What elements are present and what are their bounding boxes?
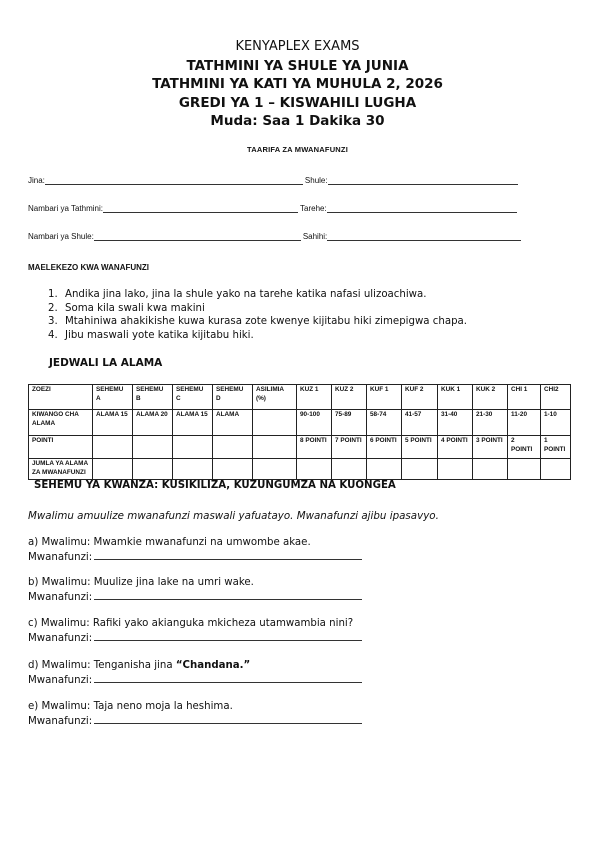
school-level-title: TATHMINI YA SHULE YA JUNIA	[186, 57, 409, 74]
table-cell[interactable]	[93, 459, 133, 480]
answer-line[interactable]	[94, 589, 362, 600]
table-cell: 21-30	[473, 410, 508, 436]
answer-label: Mwanafunzi:	[28, 716, 93, 727]
table-cell: 41-57	[402, 410, 438, 436]
question-item	[28, 536, 362, 564]
table-cell	[173, 436, 213, 459]
table-cell	[93, 436, 133, 459]
assessment-number-date-row	[28, 204, 517, 213]
score-table-title: JEDWALI LA ALAMA	[49, 357, 163, 369]
table-cell[interactable]	[367, 459, 402, 480]
question-item	[28, 659, 362, 687]
section-title: SEHEMU YA KWANZA: KUSIKILIZA, KUZUNGUMZA NA KUONGEA	[34, 480, 396, 491]
question-text: a) Mwalimu: Mwamkie mwanafunzi na umwombe akae.	[28, 537, 311, 548]
school-number-field[interactable]	[94, 232, 301, 241]
exam-header	[0, 38, 595, 131]
school-field[interactable]	[328, 176, 518, 185]
answer-row	[28, 589, 362, 604]
table-cell	[253, 436, 297, 459]
name-school-row	[28, 176, 518, 185]
table-cell: ALAMA 20	[133, 410, 173, 436]
answer-row	[28, 713, 362, 728]
score-table-points-row	[29, 436, 571, 459]
table-cell	[213, 436, 253, 459]
table-cell: 11-20	[508, 410, 541, 436]
table-cell: CHI 1	[508, 385, 541, 410]
table-cell[interactable]	[213, 459, 253, 480]
instruction-item: 1. Andika jina lako, jina la shule yako na tarehe katika nafasi ulizoachiwa.	[48, 289, 427, 300]
exam-body-name: KENYAPLEX EXAMS	[235, 39, 360, 54]
table-cell: SEHEMU A	[93, 385, 133, 410]
table-cell[interactable]	[508, 459, 541, 480]
score-table-header-row	[29, 385, 571, 410]
answer-label: Mwanafunzi:	[28, 592, 93, 603]
answer-line[interactable]	[94, 672, 362, 683]
table-cell[interactable]	[332, 459, 367, 480]
question-text: c) Mwalimu: Rafiki yako akianguka mkicheza utamwambia nini?	[28, 618, 354, 629]
question-text: b) Mwalimu: Muulize jina lake na umri wake.	[28, 577, 254, 588]
table-cell: 5 POINTI	[402, 436, 438, 459]
table-cell: 75-89	[332, 410, 367, 436]
answer-label: Mwanafunzi:	[28, 633, 93, 644]
table-cell[interactable]	[173, 459, 213, 480]
table-cell: KUK 1	[438, 385, 473, 410]
assessment-number-label: Nambari ya Tathmini:	[28, 204, 103, 213]
answer-line[interactable]	[94, 713, 362, 724]
name-label: Jina:	[28, 176, 45, 185]
table-cell: ALAMA	[213, 410, 253, 436]
assessment-number-field[interactable]	[103, 204, 298, 213]
score-table-total-row	[29, 459, 571, 480]
grade-subject-title: GREDI YA 1 – KISWAHILI LUGHA	[178, 94, 417, 111]
answer-line[interactable]	[94, 630, 362, 641]
school-number-signature-row	[28, 232, 521, 241]
question-item	[28, 617, 362, 645]
instructions-title: MAELEKEZO KWA WANAFUNZI	[28, 263, 150, 272]
table-cell: KUF 2	[402, 385, 438, 410]
table-cell: KIWANGO CHA ALAMA	[29, 410, 93, 436]
table-cell[interactable]	[297, 459, 332, 480]
table-cell: KUK 2	[473, 385, 508, 410]
instruction-item: 2. Soma kila swali kwa makini	[48, 302, 205, 314]
instructions-list	[48, 288, 467, 343]
school-label: Shule:	[304, 176, 328, 185]
date-field[interactable]	[327, 204, 517, 213]
table-cell: 8 POINTI	[297, 436, 332, 459]
table-cell: SEHEMU D	[213, 385, 253, 410]
signature-field[interactable]	[327, 232, 521, 241]
school-number-label: Nambari ya Shule:	[28, 232, 94, 241]
question-item	[28, 576, 362, 604]
score-table	[28, 384, 571, 480]
table-cell: POINTI	[29, 436, 93, 459]
question-text: e) Mwalimu: Taja neno moja la heshima.	[28, 701, 233, 712]
question-item	[28, 700, 362, 728]
score-table-marks-range-row	[29, 410, 571, 436]
table-cell[interactable]	[133, 459, 173, 480]
table-cell: ALAMA 15	[93, 410, 133, 436]
table-cell: 2 POINTI	[508, 436, 541, 459]
table-cell: 4 POINTI	[438, 436, 473, 459]
table-cell: 3 POINTI	[473, 436, 508, 459]
table-cell: SEHEMU B	[133, 385, 173, 410]
table-cell: 1 POINTI	[541, 436, 571, 459]
table-cell: 58-74	[367, 410, 402, 436]
table-cell: KUZ 1	[297, 385, 332, 410]
duration-title: Muda: Saa 1 Dakika 30	[210, 113, 385, 129]
table-cell: 1-10	[541, 410, 571, 436]
student-info-title: TAARIFA ZA MWANAFUNZI	[247, 145, 348, 154]
table-cell	[133, 436, 173, 459]
table-cell[interactable]	[438, 459, 473, 480]
instruction-item: 3. Mtahiniwa ahakikishe kuwa kurasa zote kwenye kijitabu hiki zimepigwa chapa.	[48, 316, 468, 328]
table-cell[interactable]	[473, 459, 508, 480]
table-cell[interactable]	[253, 459, 297, 480]
answer-row	[28, 672, 362, 687]
table-cell: 7 POINTI	[332, 436, 367, 459]
answer-line[interactable]	[94, 549, 362, 560]
table-cell	[253, 410, 297, 436]
date-label: Tarehe:	[300, 204, 327, 213]
table-cell[interactable]	[541, 459, 571, 480]
table-cell: 6 POINTI	[367, 436, 402, 459]
table-cell: CHI2	[541, 385, 571, 410]
question-text: d) Mwalimu: Tenganisha jina “Chandana.”	[28, 660, 251, 671]
answer-label: Mwanafunzi:	[28, 675, 93, 686]
table-cell: 31-40	[438, 410, 473, 436]
answer-row	[28, 549, 362, 564]
assessment-title: TATHMINI YA KATI YA MUHULA 2, 2026	[152, 76, 443, 92]
answer-row	[28, 630, 362, 645]
table-cell: SEHEMU C	[173, 385, 213, 410]
table-cell: ALAMA 15	[173, 410, 213, 436]
signature-label: Sahihi:	[302, 232, 328, 241]
table-cell: 90-100	[297, 410, 332, 436]
table-cell: JUMLA YA ALAMA ZA MWANAFUNZI	[29, 459, 93, 480]
table-cell: ASILIMIA (%)	[253, 385, 297, 410]
answer-label: Mwanafunzi:	[28, 552, 93, 563]
table-cell: KUF 1	[367, 385, 402, 410]
table-cell: KUZ 2	[332, 385, 367, 410]
name-field[interactable]	[45, 176, 303, 185]
table-cell: ZOEZI	[29, 385, 93, 410]
section-intro: Mwalimu amuulize mwanafunzi maswali yafuatayo. Mwanafunzi ajibu ipasavyo.	[28, 510, 439, 522]
instruction-item: 4. Jibu maswali yote katika kijitabu hiki.	[48, 330, 254, 342]
table-cell[interactable]	[402, 459, 438, 480]
